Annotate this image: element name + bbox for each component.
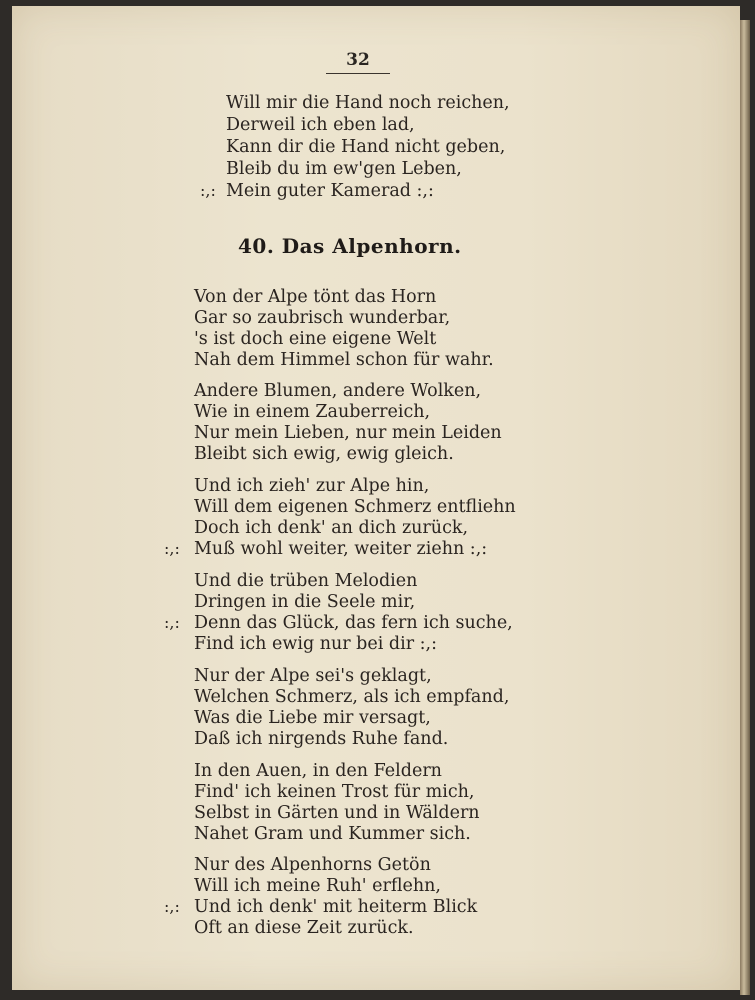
verse-line: Andere Blumen, andere Wolken,	[194, 381, 482, 401]
verse-line: In den Auen, in den Feldern	[194, 761, 442, 781]
verse-line: Welchen Schmerz, als ich empfand,	[194, 687, 510, 707]
verse-line: Find ich ewig nur bei dir :,:	[194, 634, 437, 654]
verse-line: 's ist doch eine eigene Welt	[194, 329, 437, 349]
verse-line: Will mir die Hand noch reichen,	[226, 93, 510, 113]
page-number-rule	[326, 73, 390, 74]
verse-line: Find' ich keinen Trost für mich,	[194, 782, 475, 802]
verse-line: Oft an diese Zeit zurück.	[194, 918, 414, 938]
verse-line: Von der Alpe tönt das Horn	[194, 287, 437, 307]
verse-line: Nahet Gram und Kummer sich.	[194, 824, 471, 844]
verse-line: Doch ich denk' an dich zurück,	[194, 518, 469, 538]
verse-line: Nur mein Lieben, nur mein Leiden	[194, 423, 502, 443]
verse-line: Kann dir die Hand nicht geben,	[226, 137, 506, 157]
verse-line: Nah dem Himmel schon für wahr.	[194, 350, 494, 370]
verse-line: Will ich meine Ruh' erflehn,	[194, 876, 441, 896]
verse-line: Was die Liebe mir versagt,	[194, 708, 431, 728]
page-number: 32	[346, 50, 370, 70]
song-title: 40. Das Alpenhorn.	[238, 234, 462, 258]
verse-line: Muß wohl weiter, weiter ziehn :,:	[194, 539, 488, 559]
repeat-marker: :,:	[164, 897, 180, 916]
verse-line: Nur der Alpe sei's geklagt,	[194, 666, 432, 686]
verse-line: Mein guter Kamerad :,:	[226, 181, 434, 201]
verse-line: Dringen in die Seele mir,	[194, 592, 416, 612]
verse-line: Nur des Alpenhorns Getön	[194, 855, 431, 875]
verse-line: Und ich denk' mit heiterm Blick	[194, 897, 478, 917]
verse-line: Bleib du im ew'gen Leben,	[226, 159, 462, 179]
verse-line: Wie in einem Zauberreich,	[194, 402, 431, 422]
repeat-marker: :,:	[164, 539, 180, 558]
verse-line: Denn das Glück, das fern ich suche,	[194, 613, 513, 633]
verse-line: Und die trüben Melodien	[194, 571, 418, 591]
repeat-marker: :,:	[164, 613, 180, 632]
verse-line: Daß ich nirgends Ruhe fand.	[194, 729, 449, 749]
verse-line: Selbst in Gärten und in Wäldern	[194, 803, 480, 823]
verse-line: Will dem eigenen Schmerz entfliehn	[194, 497, 516, 517]
verse-line: Und ich zieh' zur Alpe hin,	[194, 476, 430, 496]
page-edge	[740, 20, 750, 995]
verse-line: Gar so zaubrisch wunderbar,	[194, 308, 451, 328]
repeat-marker: :,:	[200, 181, 216, 200]
verse-line: Derweil ich eben lad,	[226, 115, 415, 135]
verse-line: Bleibt sich ewig, ewig gleich.	[194, 444, 454, 464]
